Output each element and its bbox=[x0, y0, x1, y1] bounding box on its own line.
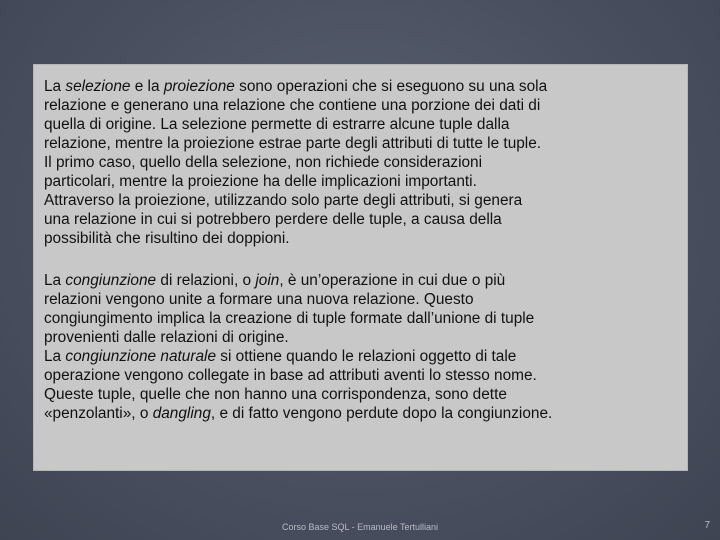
text-run: congiungimento implica la creazione di tuple formate dall’unione di tuple bbox=[44, 310, 535, 327]
text-run: , è un’operazione in cui due o più bbox=[279, 272, 506, 289]
text-run: La bbox=[44, 78, 66, 95]
text-run: si ottiene quando le relazioni oggetto di tale bbox=[216, 348, 517, 365]
text-run: Attraverso la proiezione, utilizzando solo parte degli attributi, si genera bbox=[44, 192, 523, 209]
text-run: relazioni vengono unite a formare una nuova relazione. Questo bbox=[44, 291, 474, 308]
italic-term: dangling bbox=[152, 405, 211, 422]
paragraph bbox=[44, 77, 664, 248]
text-run: «penzolanti», o bbox=[44, 405, 153, 422]
page-number: 7 bbox=[704, 520, 710, 531]
text-run: Queste tuple, quelle che non hanno una corrispondenza, sono dette bbox=[44, 386, 507, 403]
text-run: La bbox=[44, 272, 66, 289]
text-line bbox=[44, 347, 664, 366]
italic-term: congiunzione bbox=[65, 272, 157, 289]
slide-body-text bbox=[44, 77, 664, 423]
text-line bbox=[44, 290, 664, 309]
italic-term: join bbox=[255, 272, 280, 289]
text-run: relazione e generano una relazione che contiene una porzione dei dati di bbox=[44, 97, 541, 114]
italic-term: proiezione bbox=[163, 78, 235, 95]
text-run: quella di origine. La selezione permette di estrarre alcune tuple dalla bbox=[44, 116, 510, 133]
italic-term: congiunzione naturale bbox=[65, 348, 217, 365]
paragraph bbox=[44, 271, 664, 423]
text-run: , e di fatto vengono perdute dopo la congiunzione. bbox=[210, 405, 553, 422]
text-line bbox=[44, 210, 664, 229]
text-line bbox=[44, 404, 664, 423]
italic-term: selezione bbox=[65, 78, 131, 95]
text-line bbox=[44, 77, 664, 96]
text-line bbox=[44, 153, 664, 172]
text-run: di relazioni, o bbox=[156, 272, 256, 289]
text-line bbox=[44, 385, 664, 404]
text-line bbox=[44, 191, 664, 210]
slide-footer: Corso Base SQL - Emanuele Tertulliani bbox=[281, 522, 439, 532]
text-line bbox=[44, 172, 664, 191]
text-line bbox=[44, 96, 664, 115]
text-line bbox=[44, 366, 664, 385]
text-line bbox=[44, 115, 664, 134]
text-line bbox=[44, 134, 664, 153]
text-run: possibilità che risultino dei doppioni. bbox=[44, 230, 290, 247]
text-run: e la bbox=[130, 78, 164, 95]
text-run: operazione vengono collegate in base ad attributi aventi lo stesso nome. bbox=[44, 367, 537, 384]
text-line bbox=[44, 229, 664, 248]
text-line bbox=[44, 271, 664, 290]
text-run: particolari, mentre la proiezione ha delle implicazioni importanti. bbox=[44, 173, 477, 190]
text-run: relazione, mentre la proiezione estrae parte degli attributi di tutte le tuple. bbox=[44, 135, 542, 152]
text-line bbox=[44, 309, 664, 328]
text-run: una relazione in cui si potrebbero perdere delle tuple, a causa della bbox=[44, 211, 502, 228]
text-run: sono operazioni che si eseguono su una sola bbox=[234, 78, 548, 95]
text-line bbox=[44, 328, 664, 347]
text-run: provenienti dalle relazioni di origine. bbox=[44, 329, 289, 346]
text-run: La bbox=[44, 348, 66, 365]
text-run: Il primo caso, quello della selezione, non richiede considerazioni bbox=[44, 154, 483, 171]
